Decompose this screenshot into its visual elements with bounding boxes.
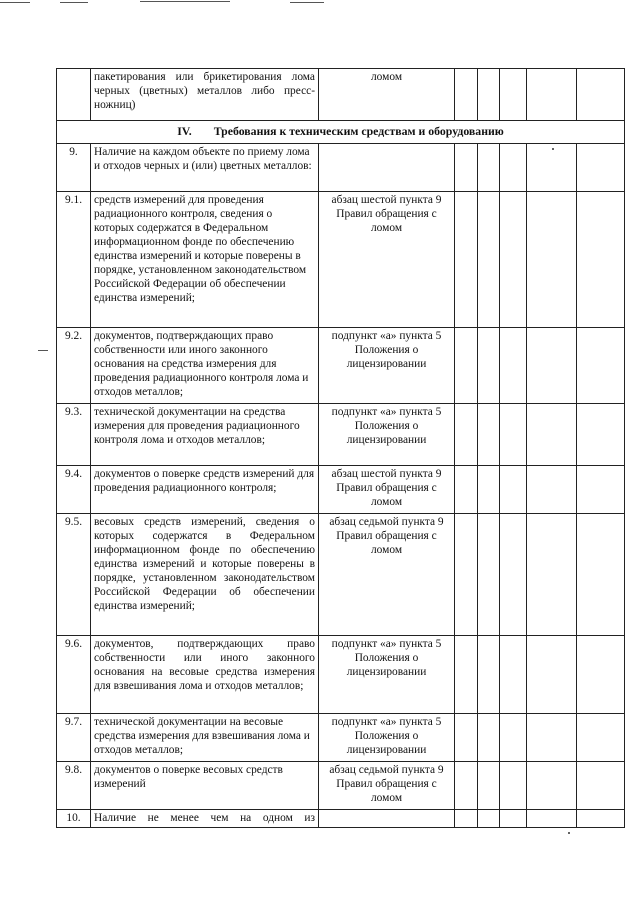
row-number: 9.1. <box>57 192 91 328</box>
scan-mark <box>290 2 324 3</box>
answer-cell <box>527 404 577 466</box>
answer-cell <box>500 636 527 714</box>
answer-cell <box>527 192 577 328</box>
answer-cell <box>577 192 625 328</box>
requirement-text: документов, подтверждающих право собственности или иного законного основания на средства измерения для проведения радиационного контроля лома и отходов металлов; <box>91 328 319 404</box>
answer-cell <box>577 69 625 121</box>
legal-reference: подпункт «а» пункта 5 Положения о лицензировании <box>319 636 455 714</box>
answer-cell <box>478 762 500 810</box>
answer-cell <box>455 69 478 121</box>
answer-cell <box>500 144 527 192</box>
legal-reference: абзац седьмой пункта 9 Правил обращения с ломом <box>319 762 455 810</box>
answer-cell <box>527 514 577 636</box>
answer-cell <box>500 69 527 121</box>
row-number: 9.5. <box>57 514 91 636</box>
answer-cell <box>500 714 527 762</box>
answer-cell <box>527 144 577 192</box>
answer-cell <box>500 810 527 828</box>
scan-mark <box>0 2 30 3</box>
answer-cell <box>478 810 500 828</box>
answer-cell <box>478 328 500 404</box>
requirement-text: документов о поверке средств измерений для проведения радиационного контроля; <box>91 466 319 514</box>
scan-speck <box>568 832 570 834</box>
section-row <box>57 121 625 144</box>
answer-cell <box>500 762 527 810</box>
table-row <box>57 404 625 466</box>
table-row <box>57 69 625 121</box>
answer-cell <box>455 466 478 514</box>
answer-cell <box>478 514 500 636</box>
requirement-text: средств измерений для проведения радиационного контроля, сведения о которых содержатся в Федеральном информационном фонде по обеспечению единства измерений и которые поверены в порядке, установленном законодательством Российской Федерации об обеспечении единства измерений; <box>91 192 319 328</box>
answer-cell <box>455 328 478 404</box>
table-row <box>57 328 625 404</box>
scan-mark <box>60 2 88 3</box>
row-number: 9.8. <box>57 762 91 810</box>
row-number: 9.6. <box>57 636 91 714</box>
answer-cell <box>527 762 577 810</box>
legal-reference <box>319 144 455 192</box>
legal-reference <box>319 810 455 828</box>
answer-cell <box>527 466 577 514</box>
answer-cell <box>577 714 625 762</box>
answer-cell <box>527 328 577 404</box>
section-heading <box>57 121 625 144</box>
answer-cell <box>577 810 625 828</box>
answer-cell <box>527 636 577 714</box>
row-number: 9.7. <box>57 714 91 762</box>
answer-cell <box>500 328 527 404</box>
answer-cell <box>478 714 500 762</box>
requirement-text: Наличие не менее чем на одном из <box>91 810 319 828</box>
answer-cell <box>500 192 527 328</box>
answer-cell <box>527 69 577 121</box>
table-row <box>57 514 625 636</box>
answer-cell <box>500 514 527 636</box>
row-number: 9. <box>57 144 91 192</box>
table-row <box>57 192 625 328</box>
table-row <box>57 144 625 192</box>
table-row <box>57 636 625 714</box>
answer-cell <box>577 466 625 514</box>
answer-cell <box>455 514 478 636</box>
scan-mark <box>38 350 48 351</box>
legal-reference: абзац шестой пункта 9 Правил обращения с ломом <box>319 192 455 328</box>
section-title: Требования к техническим средствам и оборудованию <box>213 124 504 138</box>
requirement-text: документов, подтверждающих право собственности или иного законного основания на весовые средства измерения для взвешивания лома и отходов металлов; <box>91 636 319 714</box>
answer-cell <box>577 328 625 404</box>
answer-cell <box>455 404 478 466</box>
table-row <box>57 466 625 514</box>
legal-reference: абзац седьмой пункта 9 Правил обращения с ломом <box>319 514 455 636</box>
row-number: 9.2. <box>57 328 91 404</box>
answer-cell <box>527 810 577 828</box>
requirements-table <box>56 68 625 828</box>
answer-cell <box>478 192 500 328</box>
answer-cell <box>577 404 625 466</box>
answer-cell <box>455 636 478 714</box>
table-row <box>57 810 625 828</box>
legal-reference: подпункт «а» пункта 5 Положения о лицензировании <box>319 714 455 762</box>
answer-cell <box>478 69 500 121</box>
answer-cell <box>500 466 527 514</box>
answer-cell <box>455 192 478 328</box>
legal-reference: подпункт «а» пункта 5 Положения о лицензировании <box>319 404 455 466</box>
requirement-text: документов о поверке весовых средств измерений <box>91 762 319 810</box>
table-row <box>57 762 625 810</box>
requirement-text: весовых средств измерений, сведения о которых содержатся в Федеральном информационном фонде по обеспечению единства измерений и которые поверены в порядке, установленном законодательством Российской Федерации об обеспечении единства измерений; <box>91 514 319 636</box>
row-number: 9.4. <box>57 466 91 514</box>
answer-cell <box>577 144 625 192</box>
answer-cell <box>577 636 625 714</box>
answer-cell <box>478 144 500 192</box>
answer-cell <box>455 144 478 192</box>
answer-cell <box>577 514 625 636</box>
answer-cell <box>455 714 478 762</box>
requirement-text: пакетирования или брикетирования лома черных (цветных) металлов либо пресс-ножниц) <box>91 69 319 121</box>
answer-cell <box>478 636 500 714</box>
row-number: 10. <box>57 810 91 828</box>
legal-reference: абзац шестой пункта 9 Правил обращения с ломом <box>319 466 455 514</box>
answer-cell <box>455 762 478 810</box>
answer-cell <box>527 714 577 762</box>
legal-reference: подпункт «а» пункта 5 Положения о лицензировании <box>319 328 455 404</box>
scan-speck <box>552 148 554 150</box>
answer-cell <box>478 466 500 514</box>
answer-cell <box>577 762 625 810</box>
requirement-text: технической документации на весовые средства измерения для взвешивания лома и отходов металлов; <box>91 714 319 762</box>
row-number <box>57 69 91 121</box>
requirement-text: технической документации на средства измерения для проведения радиационного контроля лома и отходов металлов; <box>91 404 319 466</box>
requirement-text: Наличие на каждом объекте по приему лома и отходов черных и (или) цветных металлов: <box>91 144 319 192</box>
answer-cell <box>455 810 478 828</box>
legal-reference: ломом <box>319 69 455 121</box>
answer-cell <box>500 404 527 466</box>
scan-mark <box>140 1 230 2</box>
section-number: IV. <box>177 124 192 138</box>
answer-cell <box>478 404 500 466</box>
table-row <box>57 714 625 762</box>
row-number: 9.3. <box>57 404 91 466</box>
